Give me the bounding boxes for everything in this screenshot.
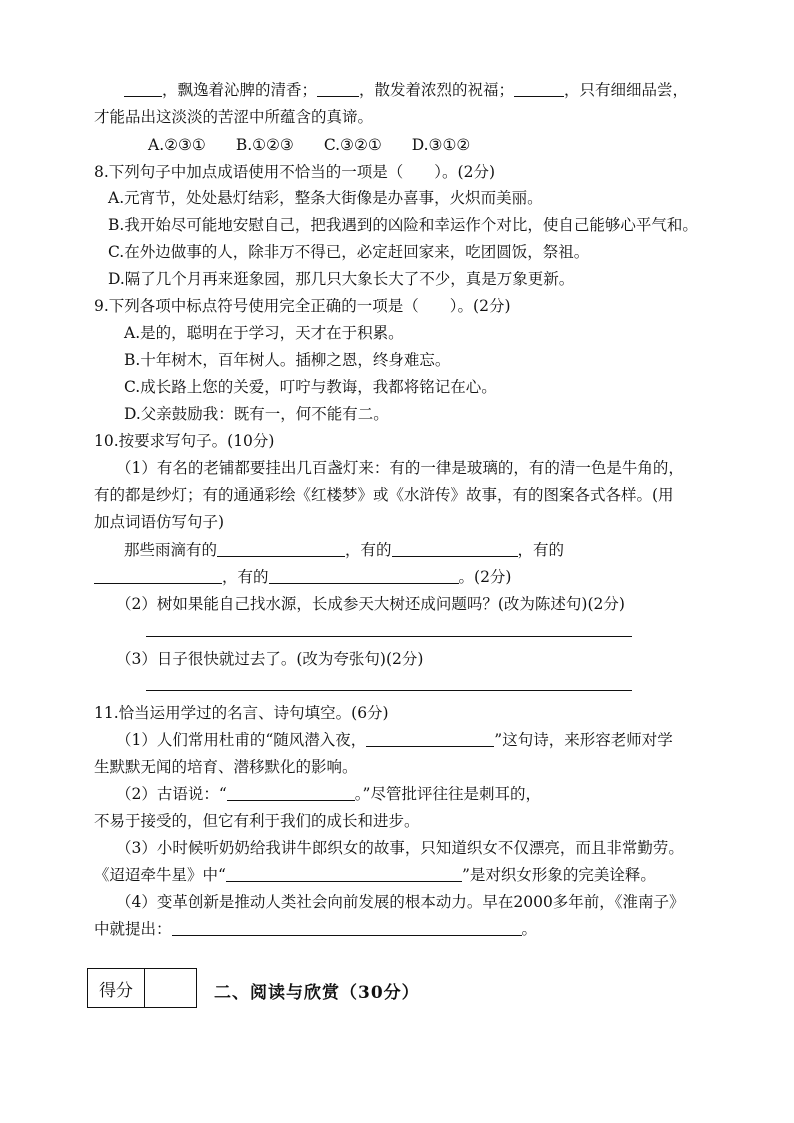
q7-line1 — [124, 80, 688, 100]
q11-p1-text-a: （1）人们常用杜甫的“随风潜入夜， — [116, 731, 367, 749]
q9-option-d[interactable]: D.父亲鼓励我：既有一，何不能有二。 — [124, 405, 389, 423]
q11-p4-text-b: 中就提出： — [94, 920, 172, 938]
q10-fill-text-d: ，有的 — [222, 568, 269, 586]
q10-stem: 10.按要求写句子。(10分) — [94, 432, 275, 450]
q10-p2: （2）树如果能自己找水源，长成参天大树还成问题吗？(改为陈述句)(2分) — [116, 595, 625, 613]
q7-text-1: ，飘逸着沁脾的清香； — [162, 81, 318, 99]
q11-p3-text-b: 《迢迢牵牛星》中“ — [94, 866, 226, 884]
q7-text-2: ，散发着浓烈的祝福； — [359, 81, 515, 99]
q11-p4-line2 — [94, 919, 537, 939]
q7-blank-1[interactable] — [124, 80, 162, 97]
q9-option-a[interactable]: A.是的，聪明在于学习，天才在于积累。 — [124, 324, 404, 342]
q10-blank-2[interactable] — [392, 540, 518, 557]
q10-answer-line-3[interactable] — [146, 690, 632, 691]
q11-blank-2[interactable] — [227, 784, 355, 801]
q9-option-c[interactable]: C.成长路上您的关爱，叮咛与教诲，我都将铭记在心。 — [124, 378, 497, 396]
q10-fill-text-a: 那些雨滴有的 — [124, 541, 218, 559]
q8-stem: 8.下列句子中加点成语使用不恰当的一项是（ ）。(2分) — [94, 163, 495, 181]
score-label: 得分 — [88, 969, 145, 1007]
q11-p4-text-c: 。 — [521, 920, 538, 938]
q7-option-d[interactable]: D.③①② — [411, 136, 471, 154]
q11-p1-line2: 生默默无闻的培育、潜移默化的影响。 — [94, 758, 358, 776]
q10-p1-line3: 加点词语仿写句子) — [94, 513, 225, 531]
q7-line2: 才能品出这淡淡的苦涩中所蕴含的真谛。 — [94, 108, 374, 126]
q10-fill-text-e: 。(2分) — [458, 568, 512, 586]
q10-p1-line2: 有的都是纱灯；有的通通彩绘《红楼梦》或《水浒传》故事，有的图案各式各样。(用 — [94, 486, 674, 504]
q10-p3: （3）日子很快就过去了。(改为夸张句)(2分) — [116, 650, 424, 668]
q11-p1-line1 — [116, 730, 673, 750]
score-box — [87, 968, 197, 1008]
q11-blank-1[interactable] — [366, 730, 494, 747]
q7-blank-2[interactable] — [317, 80, 359, 97]
q11-blank-3[interactable] — [226, 865, 462, 882]
q10-blank-4[interactable] — [269, 567, 459, 584]
q7-option-b[interactable]: B.①②③ — [235, 136, 294, 154]
score-value-cell[interactable] — [145, 969, 196, 1007]
q10-answer-line-2[interactable] — [146, 636, 632, 637]
q8-option-d[interactable]: D.隔了几个月再来逛象园，那几只大象长大了不少，真是万象更新。 — [108, 270, 575, 288]
q11-p4-line1: （4）变革创新是推动人类社会向前发展的根本动力。早在2000多年前，《淮南子》 — [116, 893, 685, 911]
q7-blank-3[interactable] — [514, 80, 564, 97]
q10-blank-1[interactable] — [217, 540, 345, 557]
q10-fill-text-b: ，有的 — [345, 541, 392, 559]
q10-p1-line1: （1）有名的老铺都要挂出几百盏灯来：有的一律是玻璃的，有的清一色是牛角的， — [116, 459, 684, 477]
q8-option-c[interactable]: C.在外边做事的人，除非万不得已，必定赶回家来，吃团圆饭，祭祖。 — [108, 243, 590, 261]
q10-fill-line2 — [94, 567, 511, 587]
q9-stem: 9.下列各项中标点符号使用完全正确的一项是（ ）。(2分) — [94, 297, 511, 315]
q8-option-a[interactable]: A.元宵节，处处悬灯结彩，整条大街像是办喜事，火炽而美丽。 — [108, 189, 543, 207]
q7-option-a[interactable]: A.②③① — [148, 136, 206, 154]
section-title: 二、阅读与欣赏（30分） — [214, 983, 420, 1003]
q8-option-b[interactable]: B.我开始尽可能地安慰自己，把我遇到的凶险和幸运作个对比，使自己能够心平气和。 — [108, 216, 698, 234]
q11-stem: 11.恰当运用学过的名言、诗句填空。(6分) — [94, 704, 389, 722]
q11-p1-text-b: ”这句诗，来形容老师对学 — [494, 731, 673, 749]
q7-options — [148, 135, 500, 155]
q11-p2-text-b: 。”尽管批评往往是刺耳的， — [354, 785, 541, 803]
q10-fill-line1 — [124, 540, 564, 560]
q11-p3-line2 — [94, 865, 656, 885]
q11-blank-4[interactable] — [172, 919, 522, 936]
q7-option-c[interactable]: C.③②① — [323, 136, 382, 154]
q9-option-b[interactable]: B.十年树木，百年树人。插柳之恩，终身难忘。 — [124, 351, 451, 369]
q11-p2-line1 — [116, 784, 541, 804]
q11-p2-line2: 不易于接受的，但它有利于我们的成长和进步。 — [94, 812, 420, 830]
q7-text-3: ，只有细细品尝， — [564, 81, 689, 99]
q11-p3-line1: （3）小时候听奶奶给我讲牛郎织女的故事，只知道织女不仅漂亮，而且非常勤劳。 — [116, 839, 684, 857]
q10-fill-text-c: ，有的 — [517, 541, 565, 559]
q11-p2-text-a: （2）古语说：“ — [116, 785, 227, 803]
q10-blank-3[interactable] — [94, 567, 222, 584]
q11-p3-text-c: ”是对织女形象的完美诠释。 — [461, 866, 656, 884]
